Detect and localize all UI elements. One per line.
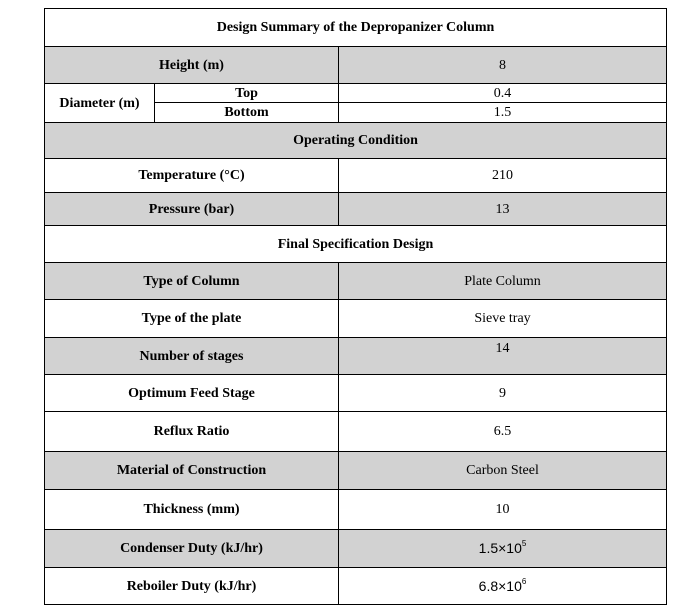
material-label: Material of Construction	[45, 452, 339, 490]
reflux-value: 6.5	[339, 412, 667, 452]
reboiler-exponent: 6	[521, 576, 527, 586]
pressure-label: Pressure (bar)	[45, 193, 339, 226]
condenser-label: Condenser Duty (kJ/hr)	[45, 530, 339, 568]
thickness-label: Thickness (mm)	[45, 490, 339, 530]
pressure-value: 13	[339, 193, 667, 226]
condenser-mantissa: 1.5×10	[478, 540, 522, 556]
type-plate-label: Type of the plate	[45, 300, 339, 338]
final-spec-heading: Final Specification Design	[45, 226, 667, 263]
type-column-value: Plate Column	[339, 263, 667, 300]
stages-value: 14	[339, 338, 667, 375]
height-label: Height (m)	[45, 47, 339, 84]
thickness-value: 10	[339, 490, 667, 530]
material-row	[45, 452, 667, 490]
condenser-value	[339, 530, 667, 568]
height-value: 8	[339, 47, 667, 84]
reboiler-row	[45, 568, 667, 605]
title-row	[45, 9, 667, 47]
feed-stage-value: 9	[339, 375, 667, 412]
temperature-value: 210	[339, 159, 667, 193]
operating-condition-heading: Operating Condition	[45, 123, 667, 159]
stages-row	[45, 338, 667, 375]
condenser-row	[45, 530, 667, 568]
reflux-row	[45, 412, 667, 452]
operating-condition-row	[45, 123, 667, 159]
final-spec-row	[45, 226, 667, 263]
type-plate-value: Sieve tray	[339, 300, 667, 338]
condenser-exponent: 5	[521, 539, 527, 549]
feed-stage-label: Optimum Feed Stage	[45, 375, 339, 412]
feed-stage-row	[45, 375, 667, 412]
diameter-label: Diameter (m)	[45, 84, 155, 123]
diameter-top-label: Top	[155, 84, 339, 103]
temperature-row	[45, 159, 667, 193]
reboiler-label: Reboiler Duty (kJ/hr)	[45, 568, 339, 605]
diameter-top-value: 0.4	[339, 84, 667, 103]
reflux-label: Reflux Ratio	[45, 412, 339, 452]
height-row	[45, 47, 667, 84]
temperature-label: Temperature (°C)	[45, 159, 339, 193]
design-summary-table	[44, 8, 667, 605]
material-value: Carbon Steel	[339, 452, 667, 490]
diameter-bottom-value: 1.5	[339, 103, 667, 123]
diameter-top-row	[45, 84, 667, 103]
diameter-bottom-label: Bottom	[155, 103, 339, 123]
reboiler-value	[339, 568, 667, 605]
thickness-row	[45, 490, 667, 530]
type-column-label: Type of Column	[45, 263, 339, 300]
reboiler-mantissa: 6.8×10	[478, 577, 522, 594]
type-column-row	[45, 263, 667, 300]
type-plate-row	[45, 300, 667, 338]
pressure-row	[45, 193, 667, 226]
table-title: Design Summary of the Depropanizer Column	[45, 9, 667, 47]
stages-label: Number of stages	[45, 338, 339, 375]
